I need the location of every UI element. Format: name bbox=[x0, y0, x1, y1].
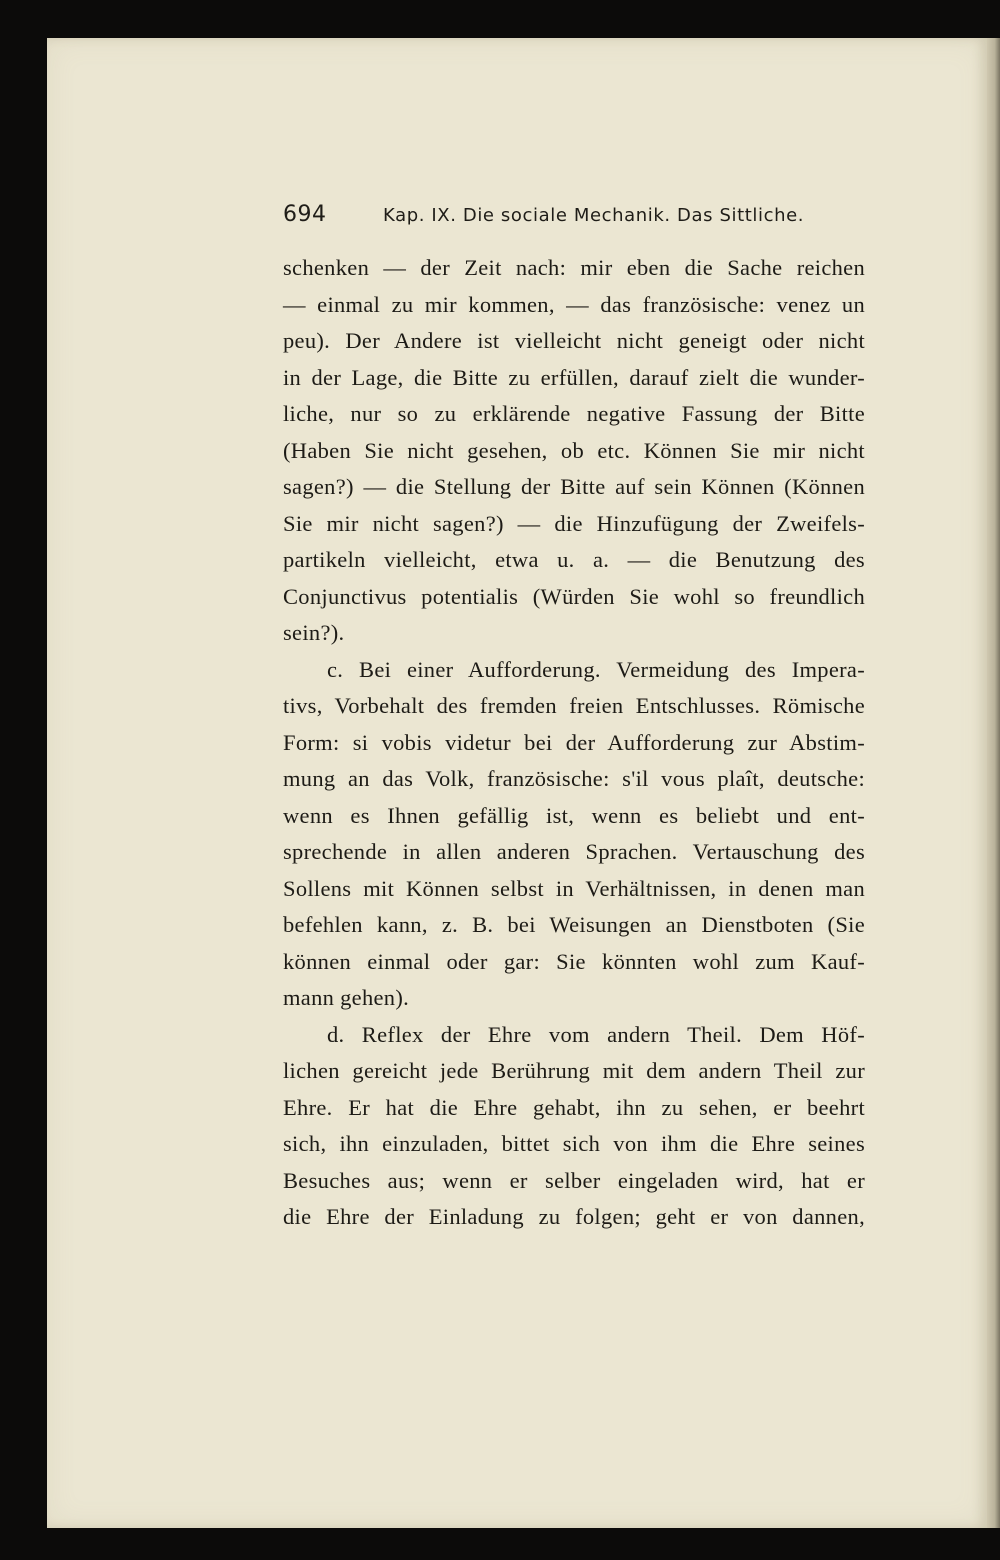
page-header bbox=[283, 200, 873, 234]
text-line: mann gehen). bbox=[283, 985, 410, 1010]
text-line: in der Lage, die Bitte zu erfüllen, darauf zielt die wunder- bbox=[283, 364, 865, 390]
text-line: (Haben Sie nicht gesehen, ob etc. Können Sie mir nicht bbox=[283, 437, 865, 463]
text-line: Sie mir nicht sagen?) — die Hinzufügung der Zweifels- bbox=[283, 510, 865, 536]
text-line: c. Bei einer Aufforderung. Vermeidung des Impera- bbox=[327, 656, 865, 682]
text-line: lichen gereicht jede Berührung mit dem andern Theil zur bbox=[283, 1058, 865, 1083]
text-line: sich, ihn einzuladen, bittet sich von ihm die Ehre seines bbox=[283, 1131, 865, 1156]
text-line: Besuches aus; wenn er selber eingeladen wird, hat er bbox=[283, 1167, 865, 1193]
page-number: 694 bbox=[283, 202, 327, 227]
text-line: peu). Der Andere ist vielleicht nicht geneigt oder nicht bbox=[283, 328, 865, 353]
text-line: befehlen kann, z. B. bei Weisungen an Dienstboten (Sie bbox=[283, 912, 865, 937]
text-line: die Ehre der Einladung zu folgen; geht er von dannen, bbox=[283, 1204, 865, 1229]
text-line: — einmal zu mir kommen, — das französische: venez un bbox=[283, 291, 865, 317]
text-line: Form: si vobis videtur bei der Aufforderung zur Abstim- bbox=[283, 729, 865, 755]
text-line: d. Reflex der Ehre vom andern Theil. Dem Höf- bbox=[327, 1021, 865, 1047]
text-line: partikeln vielleicht, etwa u. a. — die Benutzung des bbox=[283, 547, 865, 572]
text-line: können einmal oder gar: Sie könnten wohl zum Kauf- bbox=[283, 948, 865, 974]
text-line: Conjunctivus potentialis (Würden Sie wohl so freundlich bbox=[283, 583, 865, 609]
text-line: liche, nur so zu erklärende negative Fassung der Bitte bbox=[283, 401, 865, 426]
text-line: mung an das Volk, französische: s'il vous plaît, deutsche: bbox=[283, 766, 865, 791]
running-title: Kap. IX. Die sociale Mechanik. Das Sittliche. bbox=[383, 205, 805, 226]
text-line: tivs, Vorbehalt des fremden freien Entschlusses. Römische bbox=[283, 693, 865, 718]
page-edge bbox=[987, 38, 1000, 1528]
text-line: wenn es Ihnen gefällig ist, wenn es beliebt und ent- bbox=[283, 802, 865, 828]
text-line: schenken — der Zeit nach: mir eben die Sache reichen bbox=[283, 255, 865, 280]
text-line: sagen?) — die Stellung der Bitte auf sein Können (Können bbox=[283, 474, 865, 499]
text-line: sprechende in allen anderen Sprachen. Vertauschung des bbox=[283, 839, 865, 864]
text-line: sein?). bbox=[283, 620, 345, 645]
text-line: Ehre. Er hat die Ehre gehabt, ihn zu sehen, er beehrt bbox=[283, 1094, 865, 1120]
text-line: Sollens mit Können selbst in Verhältnissen, in denen man bbox=[283, 875, 865, 901]
body-text bbox=[283, 250, 865, 1236]
